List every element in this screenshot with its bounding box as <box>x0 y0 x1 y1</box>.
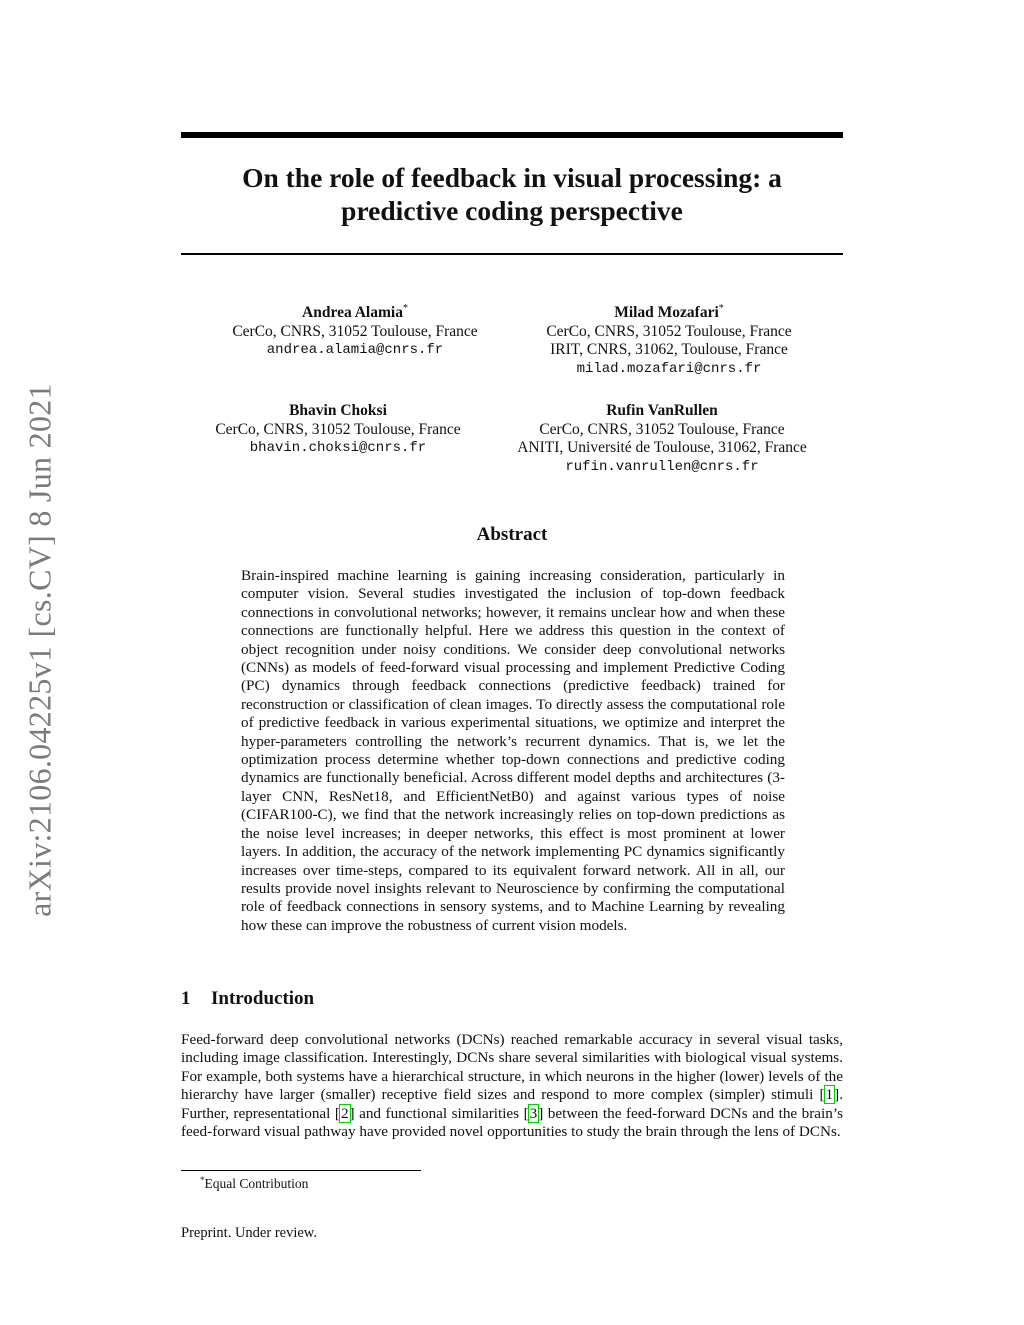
author-affiliation: CerCo, CNRS, 31052 Toulouse, France <box>546 322 792 340</box>
paper-title <box>181 161 843 227</box>
author-name: Milad Mozafari* <box>614 303 724 321</box>
author-email[interactable]: andrea.alamia@cnrs.fr <box>266 342 444 358</box>
citation-link[interactable]: 2 <box>340 1104 349 1122</box>
author-block-vanrullen <box>500 402 824 476</box>
section-number: 1 <box>181 988 191 1009</box>
section-heading-introduction <box>181 988 314 1010</box>
equal-contribution-mark: * <box>718 303 724 314</box>
title-line-2: predictive coding perspective <box>341 195 683 226</box>
author-block-mozafari <box>514 300 824 378</box>
title-bottom-rule <box>181 253 843 255</box>
preprint-notice: Preprint. Under review. <box>181 1225 317 1241</box>
footnote <box>200 1175 308 1192</box>
author-affiliation: CerCo, CNRS, 31052 Toulouse, France <box>232 322 478 340</box>
author-name: Rufin VanRullen <box>606 402 718 419</box>
abstract-heading: Abstract <box>476 524 548 545</box>
arxiv-identifier-stamp[interactable]: arXiv:2106.04225v1 [cs.CV] 8 Jun 2021 <box>21 383 58 917</box>
equal-contribution-mark: * <box>402 303 408 314</box>
title-top-rule <box>181 132 843 138</box>
author-affiliation: CerCo, CNRS, 31052 Toulouse, France <box>539 420 785 438</box>
author-block-choksi <box>190 402 486 458</box>
section-title: Introduction <box>211 988 315 1009</box>
footnote-rule <box>181 1170 421 1171</box>
footnote-text: Equal Contribution <box>204 1176 309 1191</box>
author-block-alamia <box>200 300 510 360</box>
author-email[interactable]: milad.mozafari@cnrs.fr <box>576 360 762 377</box>
author-email[interactable]: rufin.vanrullen@cnrs.fr <box>565 458 759 475</box>
title-line-1: On the role of feedback in visual processing: a <box>242 162 782 193</box>
citation-link[interactable]: 1 <box>825 1086 834 1104</box>
author-name: Andrea Alamia* <box>302 303 408 321</box>
abstract-text: Brain-inspired machine learning is gaining increasing consideration, particularly in computer vision. Several studies investigated the inclusion of top-down feedback connections in convolutional networks; however, it remains unclear how and when these connections are functionally helpful. Here we address this question in the context of object recognition under noisy conditions. We consider deep convolutional networks (CNNs) as models of feed-forward visual processing and implement Predictive Coding (PC) dynamics through feedback connections (predictive feedback) trained for reconstruction or classification of clean images. To directly assess the computational role of predictive feedback in various experimental situations, we optimize and interpret the hyper-parameters controlling the network’s recurrent dynamics. That is, we let the optimization process determine whether top-down connections and predictive coding dynamics are functionally beneficial. Across different model depths and architectures (3-layer CNN, ResNet18, and EfficientNetB0) and against various types of noise (CIFAR100-C), we find that the network increasingly relies on top-down predictions as the noise level increases; in deeper networks, this effect is most prominent at lower layers. In addition, the accuracy of the network implementing PC dynamics significantly increases over time-steps, compared to its equivalent forward network. All in all, our results provide novel insights relevant to Neuroscience by confirming the computational role of feedback connections in sensory systems, and to Machine Learning by revealing how these can improve the robustness of current vision models. <box>241 567 785 934</box>
author-affiliation: ANITI, Université de Toulouse, 31062, France <box>517 439 807 456</box>
citation-link[interactable]: 3 <box>529 1104 538 1122</box>
author-affiliation: CerCo, CNRS, 31052 Toulouse, France <box>215 420 461 438</box>
author-affiliation: IRIT, CNRS, 31062, Toulouse, France <box>550 341 788 358</box>
author-name: Bhavin Choksi <box>289 402 387 419</box>
author-email[interactable]: bhavin.choksi@cnrs.fr <box>249 440 427 456</box>
introduction-paragraph: Feed-forward deep convolutional networks (DCNs) reached remarkable accuracy in several visual tasks, including image classification. Interestingly, DCNs share several similarities with biological visual systems. For example, both systems have a hierarchical structure, in which neurons in the higher (lower) levels of the hierarchy have larger (smaller) receptive field sizes and respond to more complex (simpler) stimuli [1]. Further, representational [2] and functional similarities [3] between the feed-forward DCNs and the brain’s feed-forward visual pathway have provided novel opportunities to study the brain through the lens of DCNs. <box>181 1031 843 1141</box>
footnote-mark: * <box>200 1175 205 1185</box>
